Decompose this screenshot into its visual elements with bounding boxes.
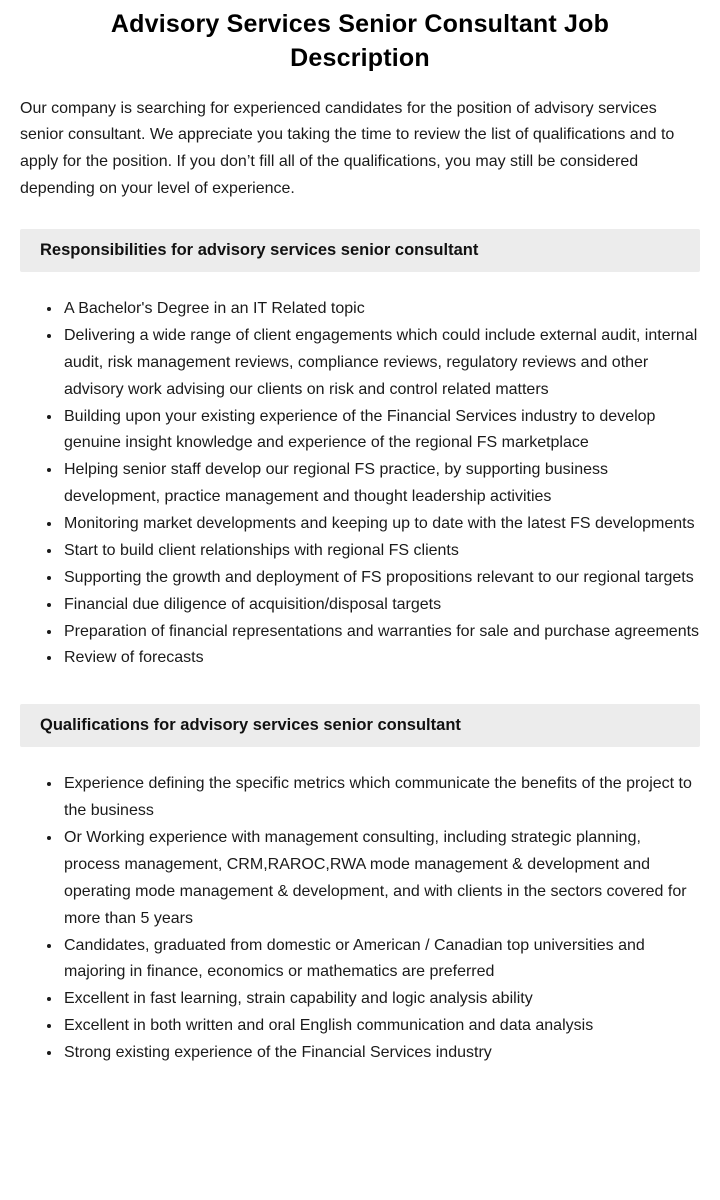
responsibilities-list [20, 296, 700, 672]
section-responsibilities [20, 229, 700, 672]
list-item: • Monitoring market developments and keeping up to date with the latest FS developments [62, 511, 700, 538]
list-item: • A Bachelor's Degree in an IT Related topic [62, 296, 700, 323]
list-item: • Strong existing experience of the Financial Services industry [62, 1040, 700, 1067]
list-item: • Excellent in fast learning, strain capability and logic analysis ability [62, 986, 700, 1013]
list-item: • Building upon your existing experience of the Financial Services industry to develop genuine insight knowledge and experience of the regional FS marketplace [62, 404, 700, 458]
section-qualifications [20, 704, 700, 1067]
page-title: Advisory Services Senior Consultant Job Description [110, 10, 610, 72]
list-item: • Helping senior staff develop our regional FS practice, by supporting business development, practice management and thought leadership activities [62, 457, 700, 511]
list-item: • Or Working experience with management consulting, including strategic planning, process management, CRM,RAROC,RWA mode management & development and operating mode management & development, and with clients in the sectors covered for more than 5 years [62, 825, 700, 933]
list-item: • Experience defining the specific metrics which communicate the benefits of the project to the business [62, 771, 700, 825]
list-item: • Excellent in both written and oral English communication and data analysis [62, 1013, 700, 1040]
intro-paragraph: Our company is searching for experienced candidates for the position of advisory services senior consultant. We appreciate you taking the time to review the list of qualifications and to apply for the position. If you don’t fill all of the qualifications, you may still be considered depending on your level of experience. [20, 99, 675, 198]
list-item: • Supporting the growth and deployment of FS propositions relevant to our regional targets [62, 565, 700, 592]
qualifications-heading: Qualifications for advisory services senior consultant [20, 704, 700, 747]
list-item: • Preparation of financial representations and warranties for sale and purchase agreements [62, 619, 700, 646]
list-item: • Review of forecasts [62, 645, 700, 672]
list-item: • Start to build client relationships with regional FS clients [62, 538, 700, 565]
list-item: • Financial due diligence of acquisition/disposal targets [62, 592, 700, 619]
list-item: • Candidates, graduated from domestic or American / Canadian top universities and majoring in finance, economics or mathematics are preferred [62, 933, 700, 987]
qualifications-list [20, 771, 700, 1067]
responsibilities-heading: Responsibilities for advisory services senior consultant [20, 229, 700, 272]
list-item: • Delivering a wide range of client engagements which could include external audit, internal audit, risk management reviews, compliance reviews, regulatory reviews and other advisory work advising our clients on risk and control related matters [62, 323, 700, 404]
